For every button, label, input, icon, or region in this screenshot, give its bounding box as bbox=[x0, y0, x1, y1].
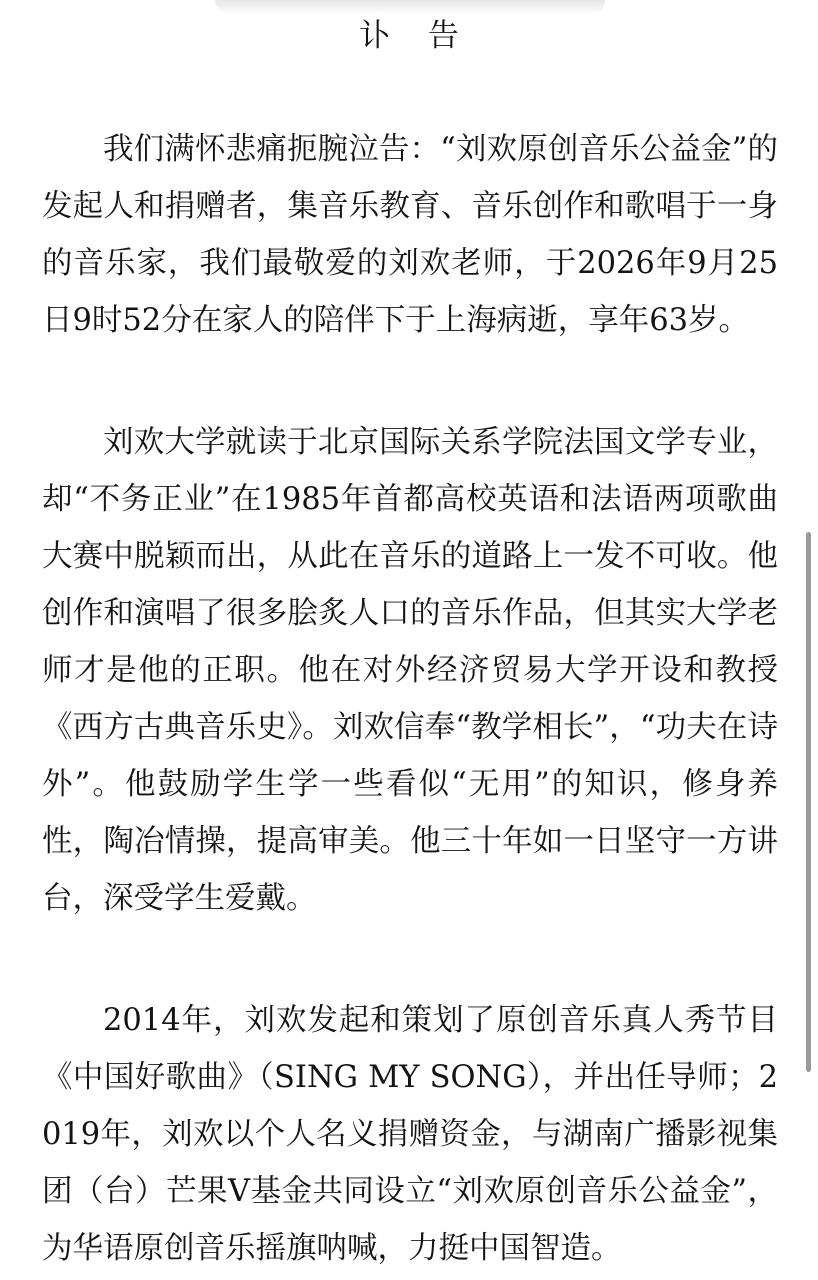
document-body bbox=[42, 121, 778, 1280]
paragraph-1: 我们满怀悲痛扼腕泣告：“刘欢原创音乐公益金”的发起人和捐赠者，集音乐教育、音乐创作和歌唱于一身的音乐家，我们最敬爱的刘欢老师，于2026年9月25日9时52分在家人的陪伴下于上海病逝，享年63岁。 bbox=[42, 132, 778, 338]
paragraph-2: 刘欢大学就读于北京国际关系学院法国文学专业，却“不务正业”在1985年首都高校英语和法语两项歌曲大赛中脱颖而出，从此在音乐的道路上一发不可收。他创作和演唱了很多脍炙人口的音乐作品，但其实大学老师才是他的正职。他在对外经济贸易大学开设和教授《西方古典音乐史》。刘欢信奉“教学相长”，“功夫在诗外”。他鼓励学生学一些看似“无用”的知识，修身养性，陶冶情操，提高审美。他三十年如一日坚守一方讲台，深受学生爱戴。 bbox=[42, 425, 778, 916]
paragraph-3: 2014年，刘欢发起和策划了原创音乐真人秀节目《中国好歌曲》（SING MY SONG），并出任导师；2019年，刘欢以个人名义捐赠资金，与湖南广播影视集团（台）芒果V基金共同设立“刘欢原创音乐公益金”，为华语原创音乐摇旗呐喊，力挺中国智造。 bbox=[42, 1003, 778, 1266]
vertical-scrollbar[interactable] bbox=[806, 532, 811, 1072]
page-title: 讣 告 bbox=[359, 18, 473, 54]
top-shadow bbox=[215, 0, 605, 14]
